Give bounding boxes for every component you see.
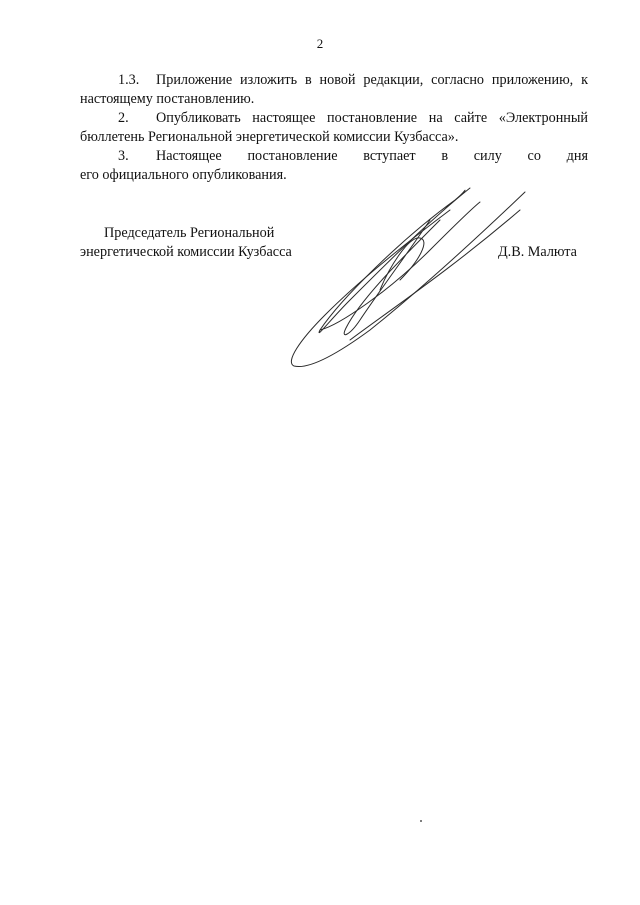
paragraph-text: Опубликовать настоящее постановление на сайте «Электронный (156, 110, 588, 126)
position-line: Председатель Региональной (104, 225, 275, 241)
paragraph-1-3-cont (80, 90, 588, 109)
paragraph-line (80, 109, 588, 128)
signatory-position (80, 224, 292, 262)
paragraph-text: бюллетень Региональной энергетической комиссии Кузбасса». (80, 129, 459, 145)
paragraph-text: его официального опубликования. (80, 167, 287, 183)
paragraph-line (80, 147, 588, 166)
paragraph-2-cont (80, 128, 588, 147)
paragraph-text: настоящему постановлению. (80, 91, 255, 107)
paragraph-number: 1.3. (118, 72, 140, 88)
position-line: энергетической комиссии Кузбасса (80, 244, 292, 260)
paragraph-text: Приложение изложить в новой редакции, согласно приложению, к (156, 72, 588, 88)
paragraph-text: Настоящее постановление вступает в силу со дня (156, 148, 588, 164)
paragraph-2 (80, 109, 588, 128)
handwritten-signature (280, 180, 540, 370)
signatory-name: Д.В. Малюта (498, 244, 577, 260)
paragraph-number: 2. (118, 110, 129, 126)
paragraph-number: 3. (118, 148, 129, 164)
scan-speck (420, 820, 422, 822)
paragraph-line (80, 71, 588, 90)
paragraph-3 (80, 147, 588, 166)
page-number: 2 (316, 36, 324, 51)
paragraph-1-3 (80, 71, 588, 90)
